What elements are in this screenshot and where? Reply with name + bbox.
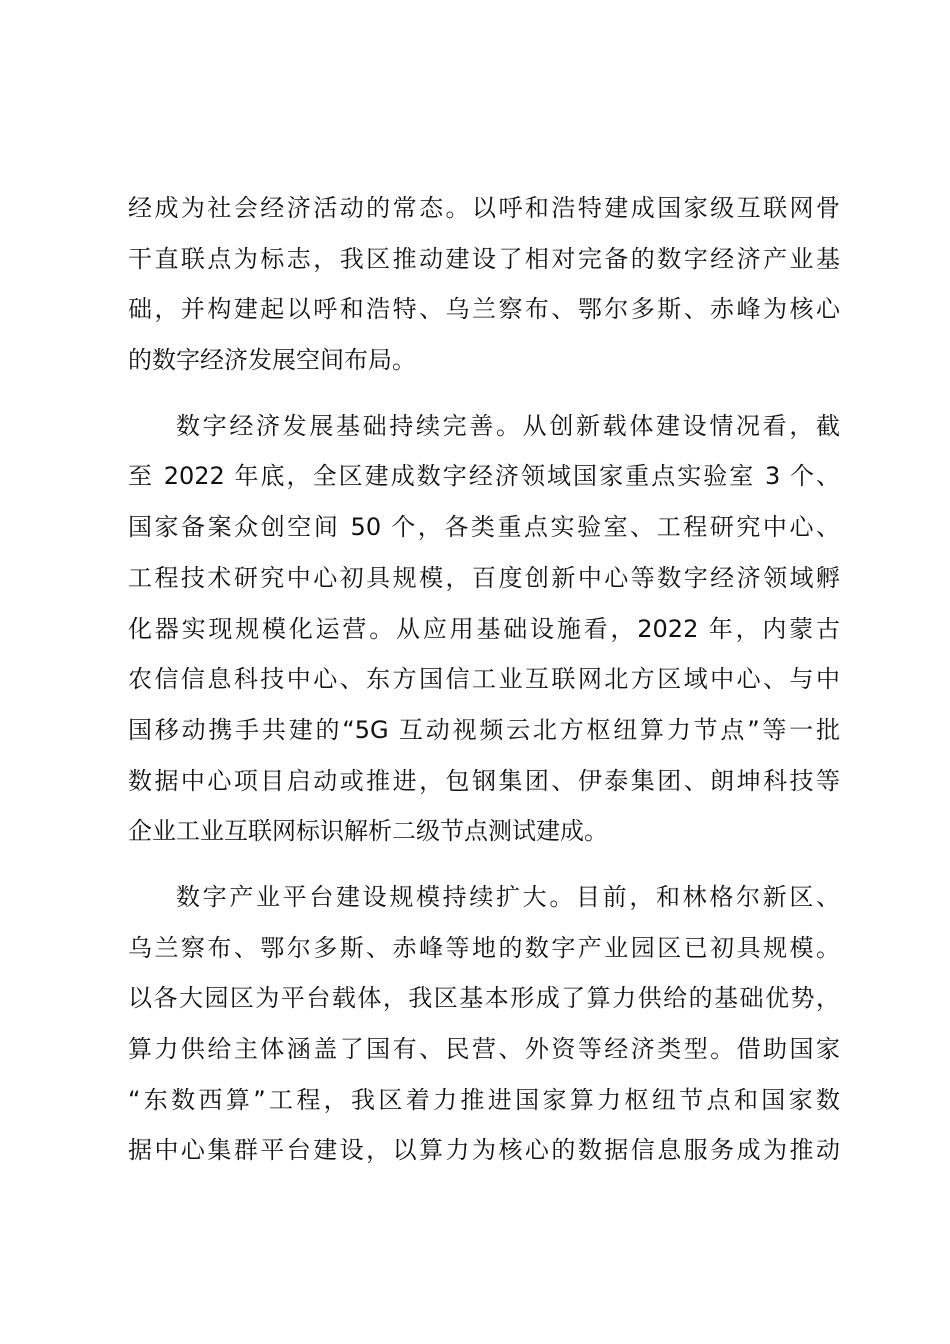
paragraph-line: 乌兰察布、鄂尔多斯、赤峰等地的数字产业园区已初具规模。 [128,933,840,962]
paragraph-line: 数字产业平台建设规模持续扩大。目前，和林格尔新区、 [176,882,840,911]
paragraph-line: 数据中心项目启动或推进，包钢集团、伊泰集团、朗坤科技等 [128,766,840,795]
paragraph-line: 化器实现规模化运营。从应用基础设施看，2022 年，内蒙古 [128,614,840,643]
paragraph-1 [128,183,840,386]
document-body [128,183,840,1176]
paragraph-line: 工程技术研究中心初具规模，百度创新中心等数字经济领域孵 [128,563,840,592]
paragraph-line: 据中心集群平台建设，以算力为核心的数据信息服务成为推动 [128,1136,840,1165]
paragraph-line: “东数西算”工程，我区着力推进国家算力枢纽节点和国家数 [128,1085,840,1114]
paragraph-line: 经成为社会经济活动的常态。以呼和浩特建成国家级互联网骨 [128,194,840,222]
paragraph-line: 国移动携手共建的“5G 互动视频云北方枢纽算力节点”等一批 [128,715,840,744]
paragraph-line: 算力供给主体涵盖了国有、民营、外资等经济类型。借助国家 [128,1035,840,1063]
paragraph-line: 国家备案众创空间 50 个，各类重点实验室、工程研究中心、 [128,513,840,542]
paragraph-line: 农信信息科技中心、东方国信工业互联网北方区域中心、与中 [128,665,840,694]
paragraph-3 [128,872,840,1176]
paragraph-line: 以各大园区为平台载体，我区基本形成了算力供给的基础优势， [128,984,840,1013]
paragraph-line: 础，并构建起以呼和浩特、乌兰察布、鄂尔多斯、赤峰为核心 [128,295,840,324]
paragraph-2 [128,401,840,857]
paragraph-line: 干直联点为标志，我区推动建设了相对完备的数字经济产业基 [128,244,840,273]
paragraph-line: 企业工业互联网标识解析二级节点测试建成。 [128,817,608,846]
paragraph-line: 数字经济发展基础持续完善。从创新载体建设情况看，截 [176,411,840,440]
paragraph-line: 至 2022 年底，全区建成数字经济领域国家重点实验室 3 个、 [128,462,840,491]
paragraph-line: 的数字经济发展空间布局。 [128,346,416,375]
